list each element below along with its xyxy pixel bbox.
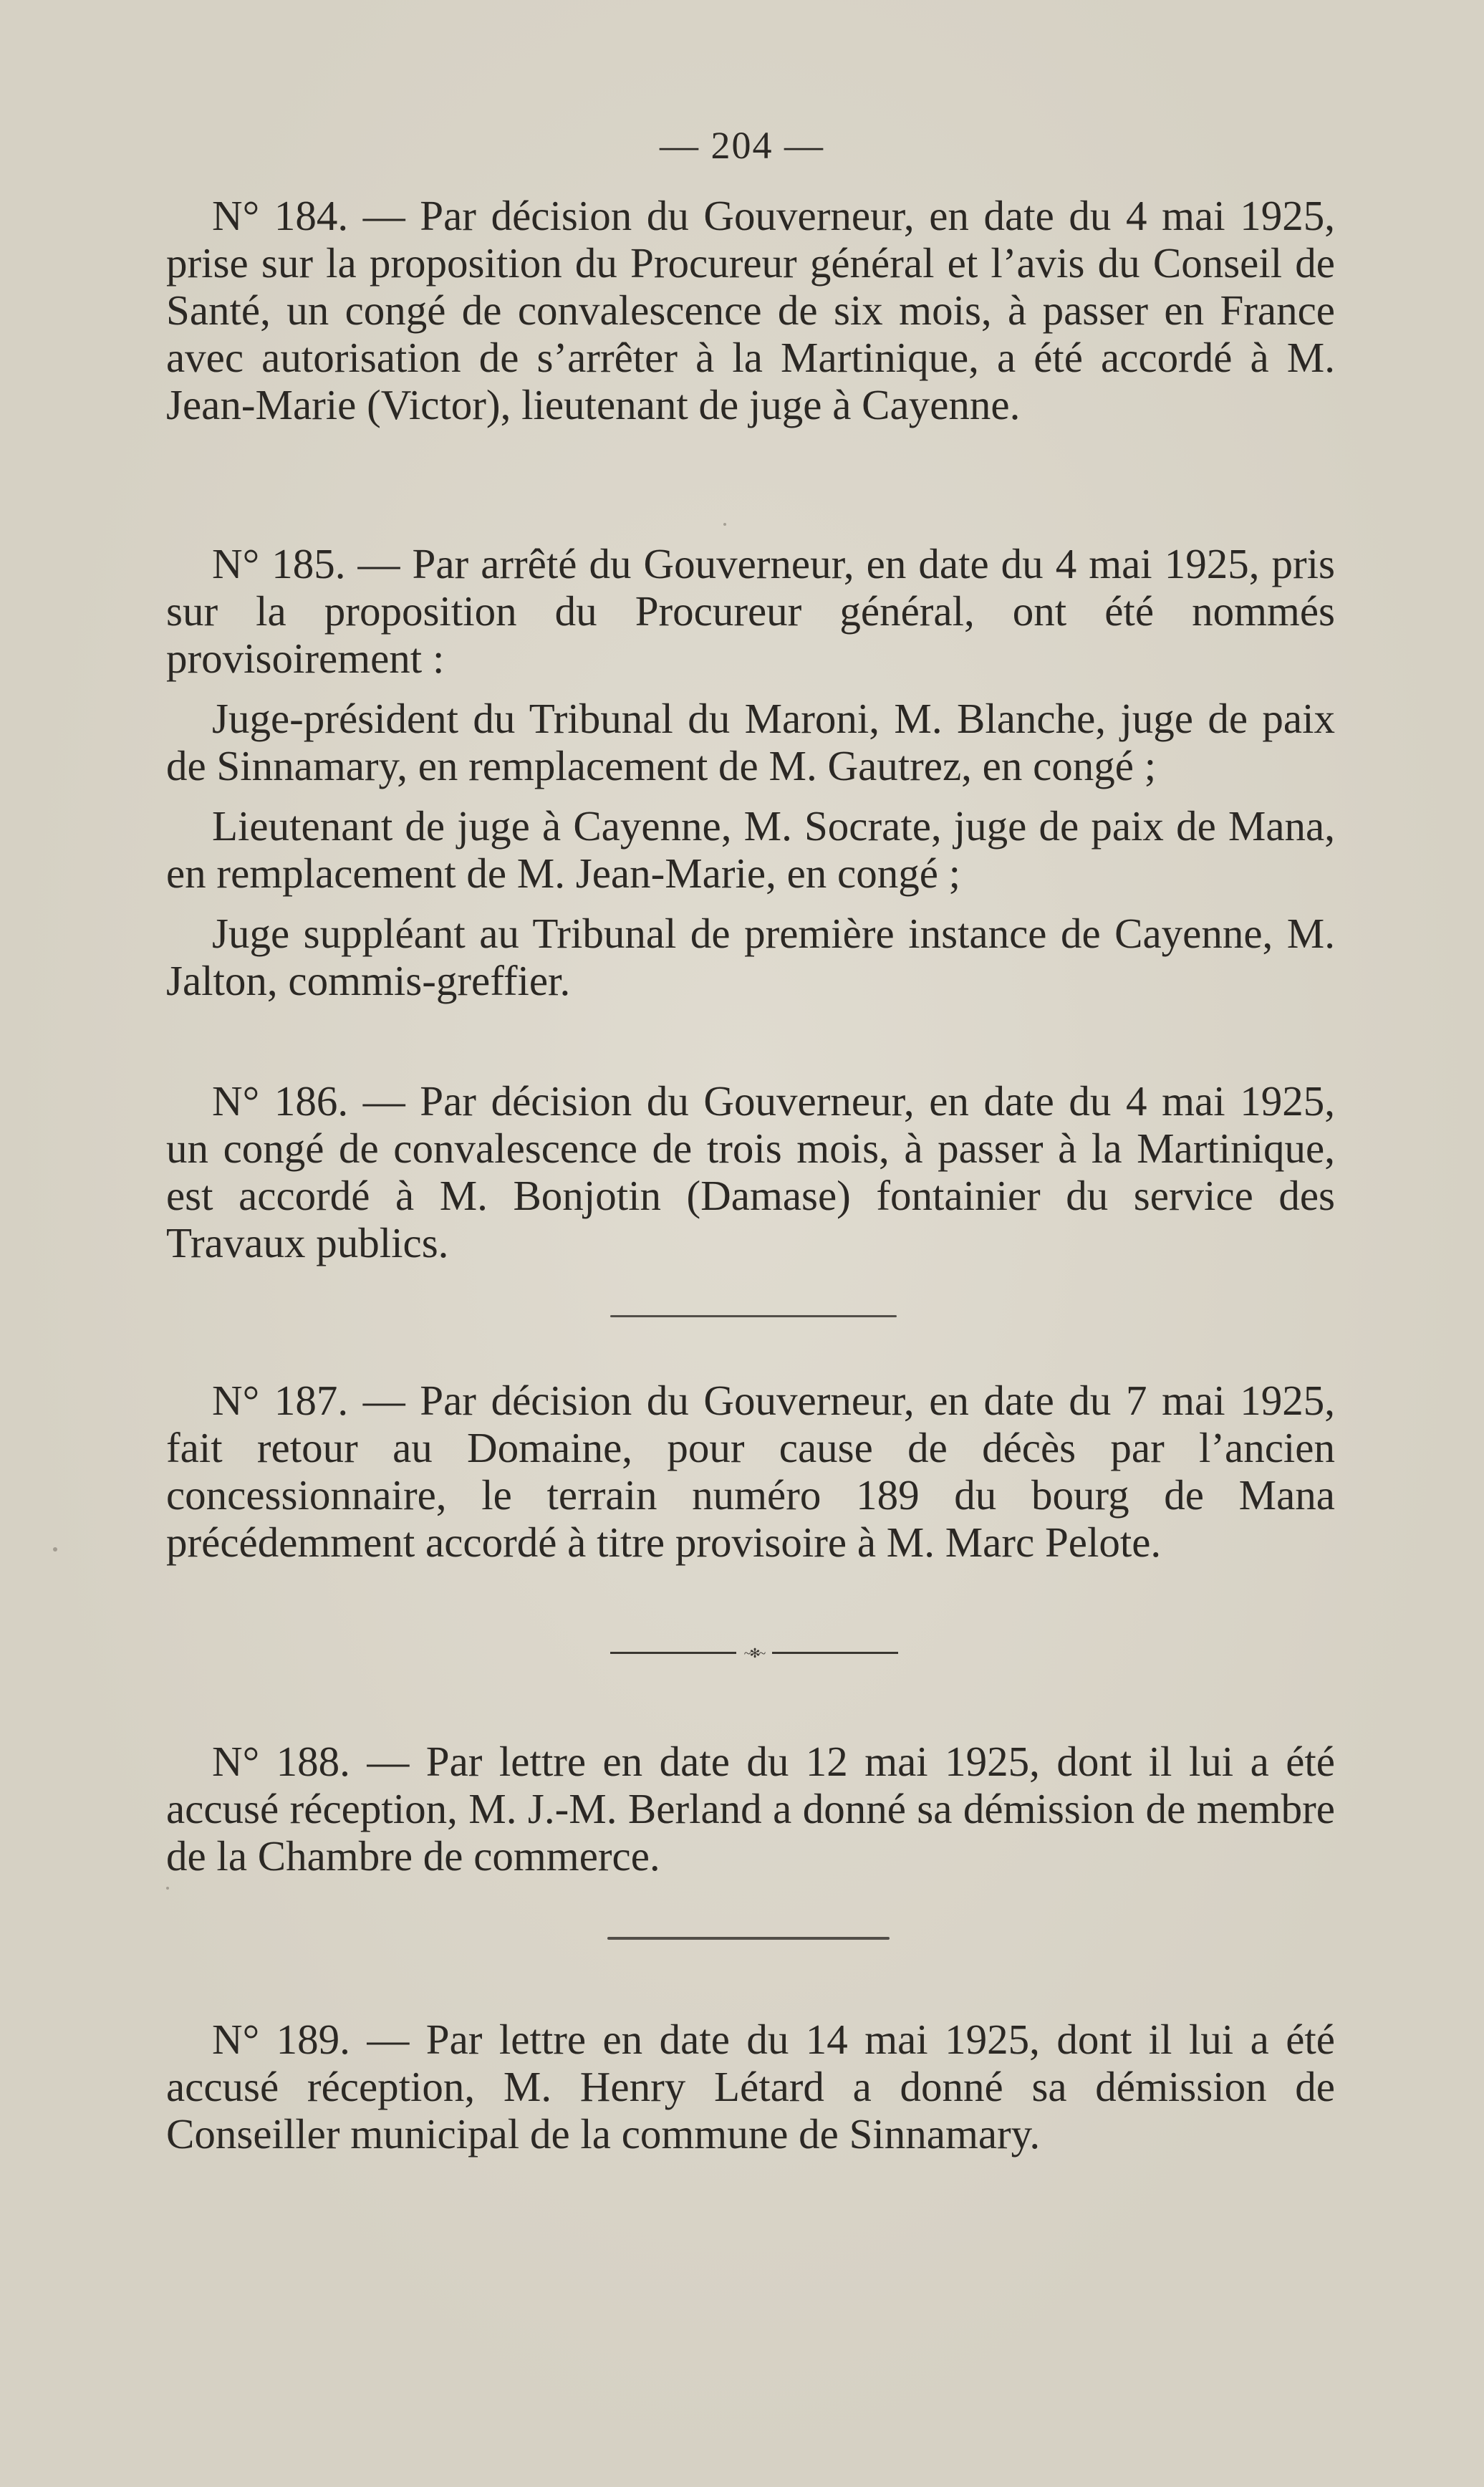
- entry-paragraph: N° 185. — Par arrêté du Gouverneur, en date du 4 mai 1925, pris sur la proposition du Procureur général, ont été nommés provisoirement :: [166, 540, 1335, 682]
- paper-speck: [53, 1547, 57, 1552]
- entry-188: [166, 1738, 1335, 1880]
- paper-speck: [723, 523, 726, 526]
- entry-paragraph: N° 187. — Par décision du Gouverneur, en date du 7 mai 1925, fait retour au Domaine, pour cause de décès par l’ancien concessionnaire, le terrain numéro 189 du bourg de Mana précédemment accordé à titre provisoire à M. Marc Pelote.: [166, 1377, 1335, 1566]
- entry-paragraph: Juge suppléant au Tribunal de première instance de Cayenne, M. Jalton, commis-greffier.: [166, 910, 1335, 1004]
- entry-paragraph: N° 186. — Par décision du Gouverneur, en date du 4 mai 1925, un congé de convalescence de trois mois, à passer à la Martinique, est accordé à M. Bonjotin (Damase) fontainier du service des Travaux publics.: [166, 1077, 1335, 1266]
- entry-186: [166, 1077, 1335, 1266]
- entry-185: [166, 540, 1335, 1004]
- paper-speck: [166, 1887, 169, 1890]
- entry-paragraph: N° 188. — Par lettre en date du 12 mai 1925, dont il lui a été accusé réception, M. J.-M. Berland a donné sa démission de membre de la Chambre de commerce.: [166, 1738, 1335, 1880]
- entry-paragraph: Juge-président du Tribunal du Maroni, M. Blanche, juge de paix de Sinnamary, en remplacement de M. Gautrez, en congé ;: [166, 695, 1335, 789]
- entry-paragraph: Lieutenant de juge à Cayenne, M. Socrate, juge de paix de Mana, en remplacement de M. Jean-Marie, en congé ;: [166, 802, 1335, 897]
- separator-rule: [610, 1315, 897, 1317]
- entry-189: [166, 2016, 1335, 2158]
- entry-paragraph: N° 189. — Par lettre en date du 14 mai 1925, dont il lui a été accusé réception, M. Henry Létard a donné sa démission de Conseiller municipal de la commune de Sinnamary.: [166, 2016, 1335, 2158]
- ornament-separator: ~✻~: [610, 1646, 898, 1659]
- entry-187: [166, 1377, 1335, 1566]
- page-number: — 204 —: [660, 124, 824, 167]
- separator-rule: [607, 1937, 890, 1940]
- entry-184: [166, 192, 1335, 428]
- entry-paragraph: N° 184. — Par décision du Gouverneur, en date du 4 mai 1925, prise sur la proposition du Procureur général et l’avis du Conseil de Santé, un congé de convalescence de six mois, à passer en France avec autorisation de s’arrêter à la Martinique, a été accordé à M. Jean-Marie (Victor), lieutenant de juge à Cayenne.: [166, 192, 1335, 428]
